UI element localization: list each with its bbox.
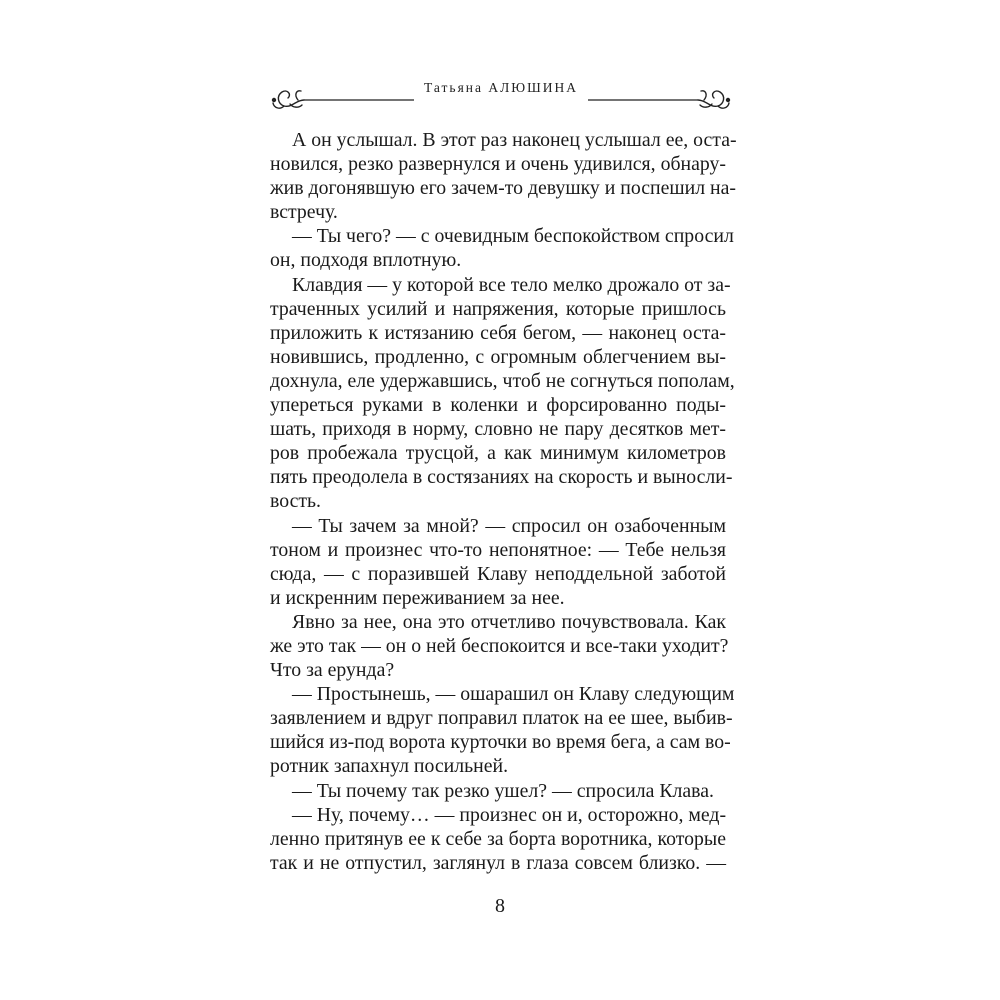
page-number: 8	[495, 895, 505, 917]
text-line: ров пробежала трусцой, а как минимум километров	[270, 442, 726, 465]
text-line: упереться руками в коленки и форсированно поды-	[270, 394, 726, 417]
text-line: пять преодолела в состязаниях на скорость и выносли-	[270, 466, 733, 489]
text-line: приложить к истязанию себя бегом, — наконец оста-	[270, 321, 726, 344]
text-line: — Простынешь, — ошарашил он Клаву следующим	[292, 683, 735, 706]
text-line: — Ты почему так резко ушел? — спросила Клава.	[292, 779, 714, 802]
text-line: А он услышал. В этот раз наконец услышал ее, оста-	[292, 129, 737, 151]
text-line: дохнула, еле удержавшись, чтоб не согнуться пополам,	[270, 369, 735, 392]
text-line: — Ты зачем за мной? — спросил он озабоченным	[292, 514, 726, 537]
text-line: Что за ерунда?	[270, 659, 395, 682]
text-line: заявлением и вдруг поправил платок на ее шее, выбив-	[270, 707, 733, 730]
text-line: ротник запахнул посильней.	[270, 755, 509, 778]
text-line: Явно за нее, она это отчетливо почувствовала. Как	[292, 610, 726, 633]
running-header	[268, 78, 734, 118]
text-line: новился, резко развернулся и очень удивился, обнару-	[270, 153, 726, 176]
text-line: ленно притянув ее к себе за борта воротника, которые	[270, 827, 726, 850]
text-line: траченных усилий и напряжения, которые пришлось	[270, 297, 726, 320]
text-line: так и не отпустил, заглянул в глаза совсем близко. —	[270, 851, 726, 874]
text-line: встречу.	[270, 201, 338, 224]
text-line: и искренним переживанием за нее.	[270, 586, 565, 609]
text-line: же это так — он о ней беспокоится и все-таки уходит?	[270, 634, 729, 657]
body-text	[270, 128, 737, 875]
text-line: шийся из-под ворота курточки во время бега, а сам во-	[270, 731, 731, 754]
text-line: он, подходя вплотную.	[270, 249, 462, 272]
text-line: — Ты чего? — с очевидным беспокойством спросил	[292, 225, 734, 248]
text-line: тоном и произнес что-то непонятное: — Тебе нельзя	[270, 538, 726, 561]
text-line: Клавдия — у которой все тело мелко дрожало от за-	[292, 273, 731, 296]
text-line: жив догонявшую его зачем-то девушку и поспешил на-	[270, 177, 736, 200]
text-line: сюда, — с поразившей Клаву неподдельной заботой	[270, 562, 726, 585]
text-line: шать, приходя в норму, словно не пару десятков мет-	[270, 418, 726, 441]
text-line: — Ну, почему… — произнес он и, осторожно, мед-	[292, 803, 727, 826]
text-line: вость.	[270, 490, 321, 513]
author-name: Татьяна АЛЮШИНА	[423, 80, 579, 95]
text-line: новившись, продленно, с огромным облегчением вы-	[270, 345, 726, 368]
